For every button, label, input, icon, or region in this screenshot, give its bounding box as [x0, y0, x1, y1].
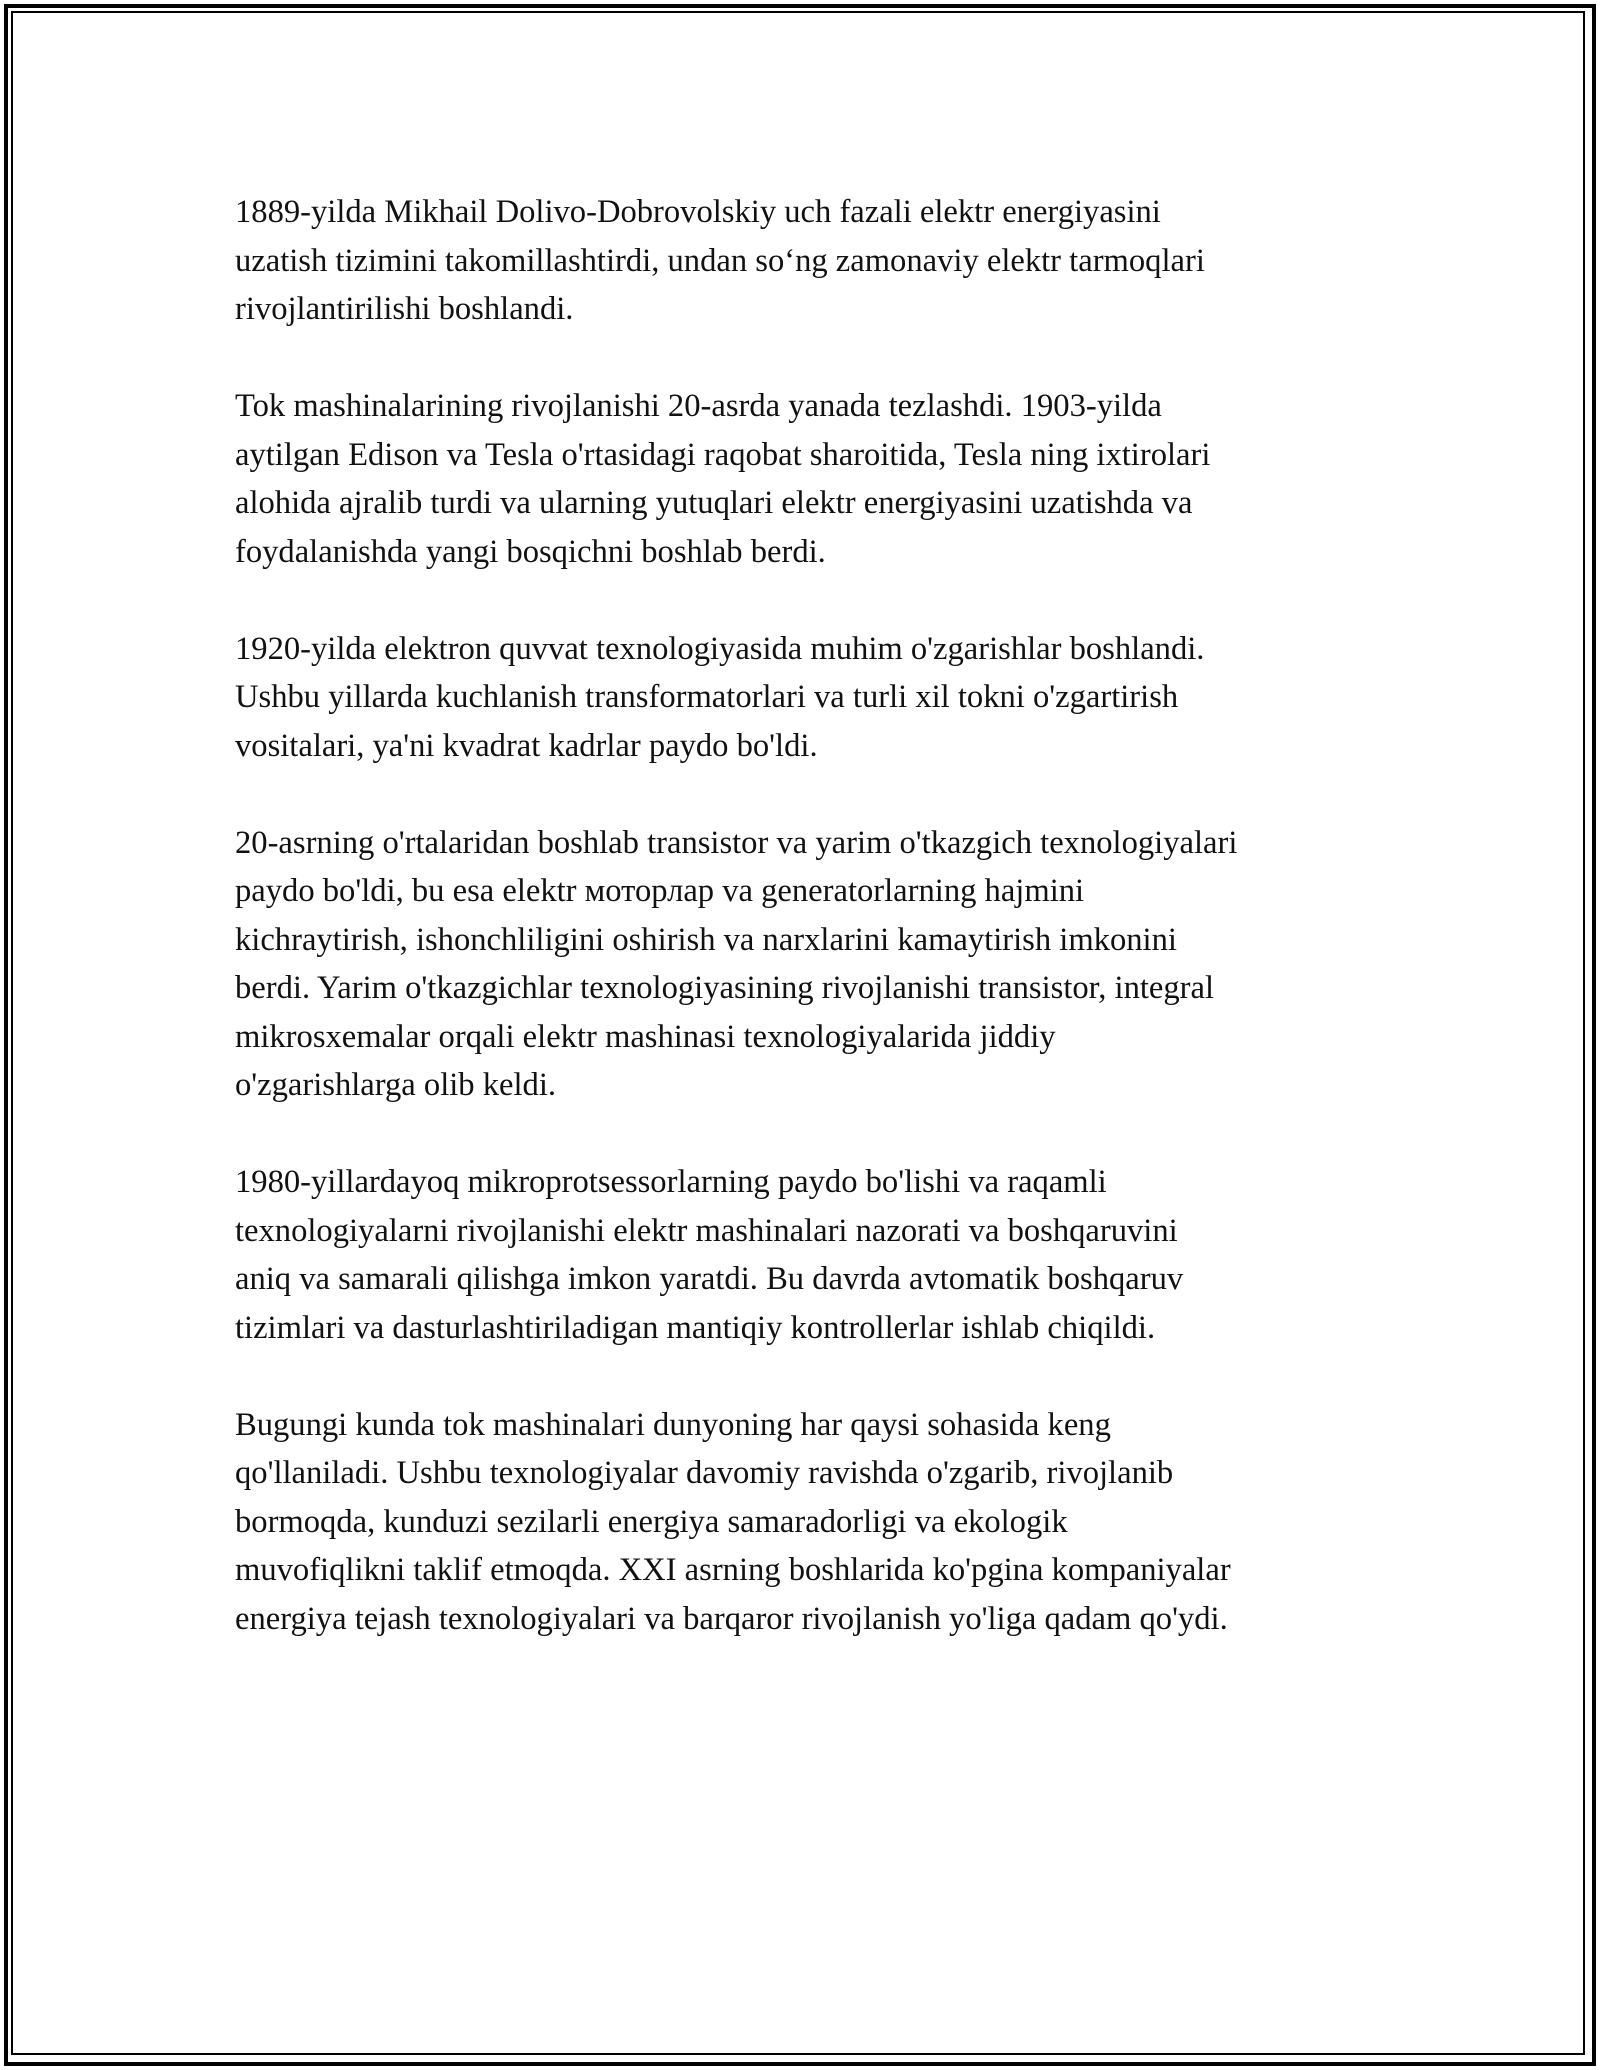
- paragraph-4: 20-asrning o'rtalaridan boshlab transistor va yarim o'tkazgich texnologiyalari paydo bo'ldi, bu esa elektr моторлар va generatorlarning hajmini kichraytirish, ishonchliligini oshirish va narxlarini kamaytirish imkonini berdi. Yarim o'tkazgichlar texnologiyasining rivojlanishi transistor, integral mikrosxemalar orqali elektr mashinasi texnologiyalarida jiddiy o'zgarishlarga olib keldi.: [235, 824, 1238, 1103]
- paragraph-1: 1889-yilda Mikhail Dolivo-Dobrovolskiy uch fazali elektr energiyasini uzatish tizimini takomillashtirdi, undan so‘ng zamonaviy elektr tarmoqlari rivojlantirilishi boshlandi.: [235, 194, 1205, 327]
- paragraph-3: 1920-yilda elektron quvvat texnologiyasida muhim o'zgarishlar boshlandi. Ushbu yillarda kuchlanish transformatorlari va turli xil tokni o'zgartirish vositalari, ya'ni kvadrat kadrlar paydo bo'ldi.: [235, 630, 1205, 764]
- paragraph-6: Bugungi kunda tok mashinalari dunyoning har qaysi sohasida keng qo'llaniladi. Ushbu texnologiyalar davomiy ravishda o'zgarib, rivojlanib bormoqda, kunduzi sezilarli energiya samaradorligi va ekologik muvofiqlikni taklif etmoqda. XXI asrning boshlarida ko'pgina kompaniyalar energiya tejash texnologiyalari va barqaror rivojlanish yo'liga qadam qo'ydi.: [235, 1406, 1231, 1637]
- paragraph-5: 1980-yillardayoq mikroprotsessorlarning paydo bo'lishi va raqamli texnologiyalarni rivojlanishi elektr mashinalari nazorati va boshqaruvini aniq va samarali qilishga imkon yaratdi. Bu davrda avtomatik boshqaruv tizimlari va dasturlashtiriladigan mantiqiy kontrollerlar ishlab chiqildi.: [235, 1164, 1184, 1346]
- paragraph-2: Tok mashinalarining rivojlanishi 20-asrda yanada tezlashdi. 1903-yilda aytilgan Edison va Tesla o'rtasidagi raqobat sharoitida, Tesla ning ixtirolari alohida ajralib turdi va ularning yutuqlari elektr energiyasini uzatishda va foydalanishda yangi bosqichni boshlab berdi.: [235, 388, 1211, 570]
- document-body: [235, 188, 1385, 1692]
